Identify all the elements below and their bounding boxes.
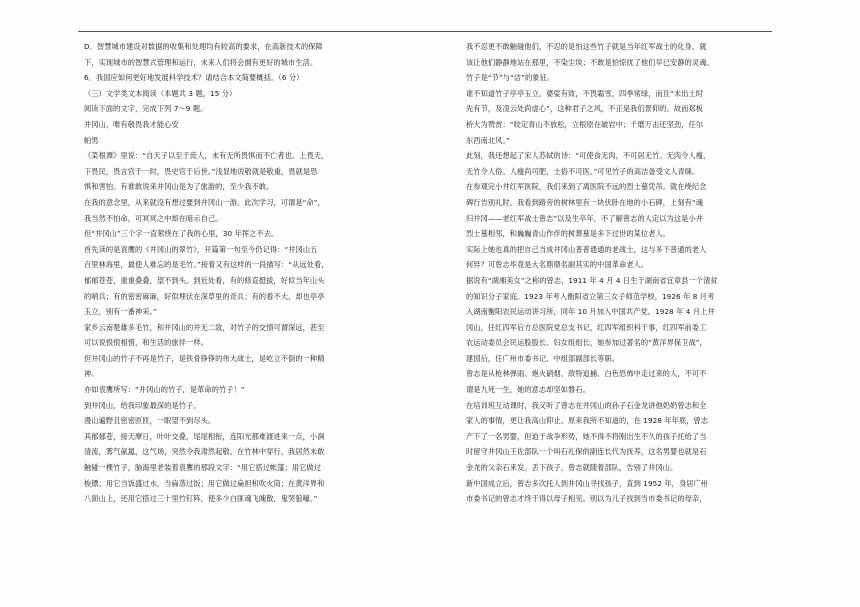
text-line: D．智慧城市建设对数据的收集和处理均有较高的要求，在高新技术的保障 [84, 42, 323, 51]
text-line: 可以说恨恨相惜，和生活的旅伴一样。 [84, 338, 208, 348]
text-line: 帕男 [84, 135, 99, 145]
text-line: 金龙的父亲石来发。丢下孩子，曾志就随着部队，告别了井冈山。 [466, 463, 678, 473]
text-line: 冈山，任红四军后方总医院党总支书记，红四军组织科干事，红四军前委工 [466, 322, 707, 332]
text-line: 在我的意念里，从来就没有想过要到井冈山一游。此次学习，可谓是“命”， [84, 197, 325, 207]
text-line: （三）文学类文本阅读（本题共 3 题，15 分） [84, 88, 237, 98]
text-line: 新中国成立后，曾志多次托人到井冈山寻找孩子，直到 1952 年，身居广州 [466, 478, 709, 488]
binding-gutter [420, 60, 422, 560]
text-line: 烈士墓相邻，和巍巍青山作伴的树葬墓是多下过世的某位老人。 [466, 229, 671, 239]
text-line: 首先读的是袁鹰的《井冈山的翠竹》，开篇第一句至今仍记得：“井冈山五 [84, 244, 318, 254]
text-line: 神。 [84, 369, 99, 379]
text-line: 何异？可曾志毕竟是大名鼎鼎名副其实的中国革命老人。 [466, 260, 649, 270]
text-line: 我当然不怕命，可冥冥之中却在暗示自己。 [84, 213, 223, 223]
text-line: 在参观完小井红军医院，我们来到了离医院不远的烈士墓凭吊。就在绕纪念 [466, 182, 707, 192]
text-line: 亦如袁鹰所写：“井冈山的竹子，是革命的竹子！” [84, 385, 245, 395]
text-line: 到井冈山，给我印象最深的是竹子。 [84, 400, 201, 410]
text-line: 时留守井冈山王佐部队一个叫石礼保的副连长代为抚养，这名男婴也就是石 [466, 447, 707, 457]
text-line: 八面山上，还用它搭过三十里竹钉阵，使多少白匪魂飞魄散，鬼哭狼嚎。” [84, 494, 318, 504]
text-line: 6．我国应如何更好地发展科学技术？请结合本文简要概括。（6 分） [84, 73, 304, 83]
text-line: 的哨兵；有的密密麻麻，好似埋伏在深草里的奇兵；有的看不大，却也亭亭 [84, 291, 325, 301]
text-line: 农运动委员会民运股股长、妇女组组长，她参加过著名的“黄洋界保卫战”， [466, 338, 707, 348]
text-line: 此刻，我还想起了宋人苏轼的诗：“可使食无肉，不可居无竹。无肉令人瘦， [466, 151, 711, 161]
text-line: 下畏民，畏言官于一时，畏史官于后世。”浅显地说敬就是敬重，畏就是恐 [84, 166, 318, 176]
text-line: 谓是九死一生，她的意志却坚如磐石。 [466, 385, 590, 395]
text-line: 归井冈——老红军战士曾志”以及生卒年，不了解曾志的人定以为这是小井 [466, 213, 704, 223]
text-line: 桥大为赞赏：“咬定青山不放松，立根原在破岩中；千磨万击还坚劲，任尔 [466, 119, 704, 129]
text-line: 井冈山，唯有敬畏我才能心安 [84, 119, 179, 129]
text-line: 郁郁苍苍，重重叠叠，望不到头。到近处看，有的修直挺拔，好似当年山头 [84, 275, 325, 285]
text-line: 实际上她也真的把自己当成井冈山普普通通的老战士，这与多下普通的老人 [466, 244, 707, 254]
text-line: 先有节，及凌云处尚虚心”，这种君子之风，不正是我们景仰的。故而郑板 [466, 104, 704, 114]
text-line: 《菜根谭》里说：“自天子以至于庶人，未有无所畏惧而不亡者也。上畏天， [84, 151, 329, 161]
text-line: 我不忍更不敢触碰他们，不忍的是怕这些竹子就是当年红军战士的化身，就 [466, 42, 707, 51]
text-line: 据说有“湖湘美女”之称的曾志，1911 年 4 月 4 日生于湖南省宜章县一个清贫 [466, 275, 718, 285]
text-line: 但“井冈山”三个字一直萦绕在了我的心里，30 年挥之不去。 [84, 229, 279, 239]
text-line: 下，实现城市的智慧式管理和运行，未来人们将会拥有更好的城市生活。 [84, 57, 318, 67]
left-column [84, 39, 384, 599]
text-line: 曾志是从枪林弹雨、炮火硝烟、敌特追捕、白色恐怖中走过来的人，不可不 [466, 369, 707, 379]
text-line: 但井冈山的竹子不再是竹子，是铁骨铮铮的伟大战士，是屹立不倒的一种精 [84, 353, 325, 363]
text-line: 东西南北风。” [466, 135, 510, 145]
text-line: 建国后，任广州市委书记、中组部副部长等职。 [466, 353, 620, 363]
text-line: 的知识分子家庭。1923 年考入衡阳省立第三女子师范学校，1926 年 8 月考 [466, 291, 715, 301]
text-line: 阅读下面的文字，完成下列 7～9 题。 [84, 104, 208, 114]
text-line: 触碰一棵竹子，脑海里老装着袁鹰的那段文字：“用它搭过帐篷；用它做过 [84, 463, 322, 473]
text-line: 市委书记的曾志才终于得以母子相见。别以为儿子找到当市委书记的母亲， [466, 494, 707, 504]
text-line: 该让他们静静地站在那里，不染尘埃；不敢是怕惊扰了他们早已安静的灵魂。 [466, 57, 714, 67]
text-line: 家乡云南楚雄多毛竹，和井冈山的并无二致，对竹子的交情可谓深远，甚至 [84, 322, 325, 332]
header-rule [78, 31, 772, 32]
text-line: 梭镖；用它当饭盛过水，当扁蒸过饭；用它做过扁担和吹火筒；在黄洋界和 [84, 478, 325, 488]
text-line: 在培训班互动课时，我又听了曾志在井冈山的孙子石金龙讲他奶奶曾志和全 [466, 400, 707, 410]
text-line: 谁不知道竹子亭亭玉立，婆娑有致，不畏霜雪，四季常绿，而且“未出土时 [466, 88, 704, 98]
text-line: 玉立，别有一番神采。” [84, 307, 158, 317]
text-line: 漫山遍野且密密匝匝，一眼望不到尽头。 [84, 416, 216, 426]
text-line: 产下了一名男婴，但迫于战争形势，她不得不将刚出生不久的孩子托给了当 [466, 431, 707, 441]
text-line: 入湖南衡阳农民运动讲习所，同年 10 月加入中国共产党。1928 年 4 月上井 [466, 307, 715, 317]
text-line: 清流，雾气氤氲，这气场，突然令我肃然起敬。在竹林中穿行，我居然未敢 [84, 447, 325, 457]
text-line: 无竹令人俗。人瘦尚可肥，士俗不可医。”可见竹子的高洁备受文人青睐。 [466, 166, 700, 176]
text-line: 百里林海里，最使人难忘的是毛竹。”接着又有这样的一段描写：“从远处看， [84, 260, 329, 270]
text-line: 碑行告别礼时，我看到路旁的树林里有一块伏卧在地的小石碑，上刻有“魂 [466, 197, 704, 207]
text-line: 竹子是“节”与“洁”的象征。 [466, 73, 555, 83]
right-column [466, 39, 766, 599]
text-line: 其郁郁苍，接天摩日，叶叶交叠，尾尾相衔，连阳光都难渡进来一点，小涧 [84, 431, 325, 441]
text-line: 惧和害怕。有谁敢说来井冈山是为了旅游的，至少我不敢。 [84, 182, 274, 192]
text-line: 家人的事情，更让我高山仰止。原来我所不知道的，在 1928 年年底，曾志 [466, 416, 709, 426]
